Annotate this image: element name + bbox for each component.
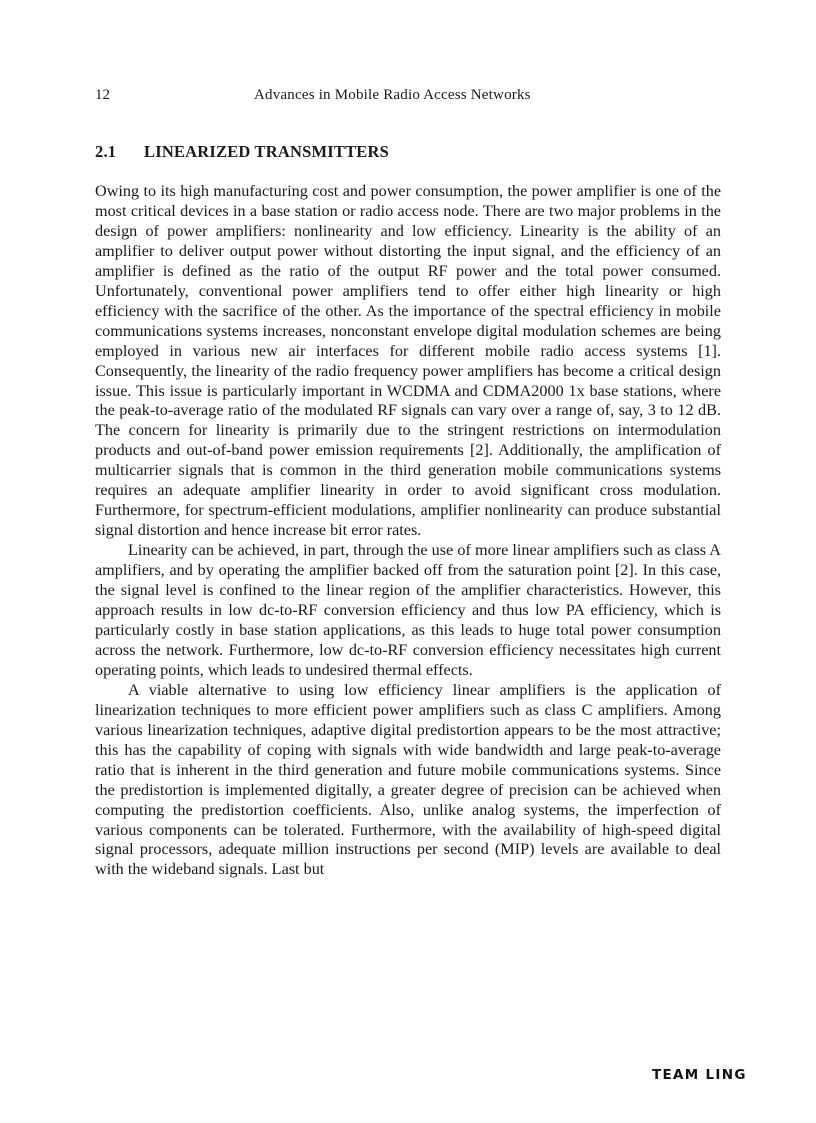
paragraph-1: Owing to its high manufacturing cost and power consumption, the power amplifier is one of the most critical devices in a base station or radio access node. There are two major problems in the design of power amplifiers: nonlinearity and low efficiency. Linearity is the ability of an amplifier to deliver output power without distorting the input signal, and the efficiency of an amplifier is defined as the ratio of the output RF power and the total power consumed. Unfortunately, conventional power amplifiers tend to offer either high linearity or high efficiency with the sacrifice of the other. As the importance of the spectral efficiency in mobile communications systems increases, nonconstant envelope digital modulation schemes are being employed in various new air interfaces for different mobile radio access systems [1]. Consequently, the linearity of the radio frequency power amplifiers has become a critical design issue. This issue is particularly important in WCDMA and CDMA2000 1x base stations, where the peak-to-average ratio of the modulated RF signals can vary over a range of, say, 3 to 12 dB. The concern for linearity is primarily due to the stringent restrictions on intermodulation products and out-of-band power emission requirements [2]. Additionally, the amplification of multicarrier signals that is common in the third generation mobile communications systems requires an adequate amplifier linearity in order to avoid significant cross modulation. Furthermore, for spectrum-efficient modulations, amplifier nonlinearity can produce substantial signal distortion and hence increase bit error rates. [95, 182, 721, 540]
section-number: 2.1 [95, 142, 117, 161]
section-heading [95, 142, 389, 162]
paragraph-3: A viable alternative to using low efficiency linear amplifiers is the application of linearization techniques to more efficient power amplifiers such as class C amplifiers. Among various linearization techniques, adaptive digital predistortion appears to be the most attractive; this has the capability of coping with signals with wide bandwidth and large peak-to-average ratio that is inherent in the third generation and future mobile communications systems. Since the predistortion is implemented digitally, a greater degree of precision can be achieved when computing the predistortion coefficients. Also, unlike analog systems, the imperfection of various components can be tolerated. Furthermore, with the availability of high-speed digital signal processors, adequate million instructions per second (MIP) levels are available to deal with the wideband signals. Last but [95, 680, 721, 879]
body-text [95, 182, 721, 880]
paragraph-2: Linearity can be achieved, in part, through the use of more linear amplifiers such as class A amplifiers, and by operating the amplifier backed off from the saturation point [2]. In this case, the signal level is confined to the linear region of the amplifier characteristics. However, this approach results in low dc-to-RF conversion efficiency and thus low PA efficiency, which is particularly costly in base station applications, as this leads to huge total power consumption across the network. Furthermore, low dc-to-RF conversion efficiency necessitates high current operating points, which leads to undesired thermal effects. [95, 541, 721, 679]
page-number: 12 [95, 87, 110, 103]
running-head-title: Advances in Mobile Radio Access Networks [254, 87, 531, 103]
section-title: LINEARIZED TRANSMITTERS [144, 142, 389, 161]
footer-team-ling-mark: TEAM LING [652, 1067, 747, 1083]
